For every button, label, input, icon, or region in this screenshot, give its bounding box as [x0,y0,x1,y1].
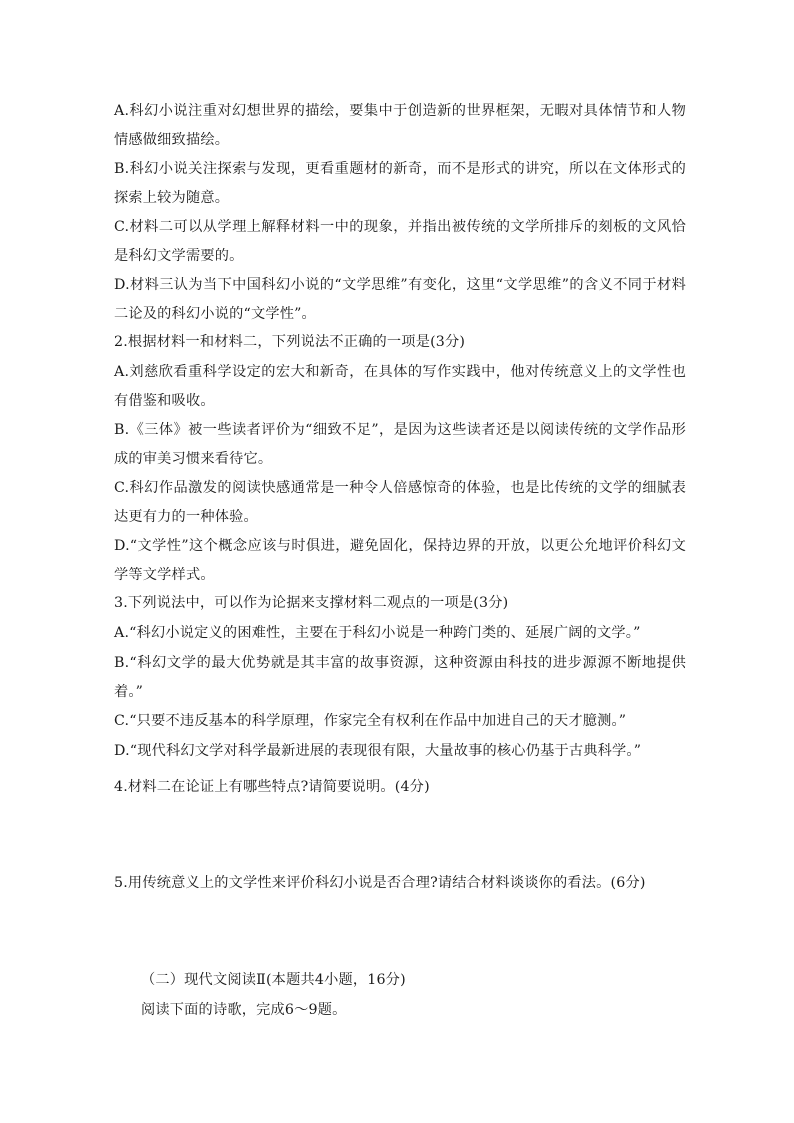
option-2a: A.刘慈欣看重科学设定的宏大和新奇，在具体的写作实践中，他对传统意义上的文学性也有借鉴和吸收。 [114,364,686,409]
option-1d: D.材料三认为当下中国科幻小说的“文学思维”有变化，这里“文学思维”的含义不同于材料二论及的科幻小说的“文学性”。 [114,277,686,322]
question-5: 5.用传统意义上的文学性来评价科幻小说是否合理?请结合材料谈谈你的看法。(6分) [114,875,646,891]
option-3c: C.“只要不违反基本的科学原理，作家完全有权利在作品中加进自己的天才臆测。” [114,713,627,729]
section-heading: （二）现代文阅读Ⅱ(本题共4小题，16分) [141,972,406,988]
reading-instruction: 阅读下面的诗歌，完成6～9题。 [141,1002,347,1018]
option-2c: C.科幻作品激发的阅读快感通常是一种令人倍感惊奇的体验，也是比传统的文学的细腻表达更有力的一种体验。 [114,480,686,525]
question-4: 4.材料二在论证上有哪些特点?请简要说明。(4分) [114,779,430,795]
option-2b: B.《三体》被一些读者评价为“细致不足”，是因为这些读者还是以阅读传统的文学作品形成的审美习惯来看待它。 [114,422,686,467]
question-2: 2.根据材料一和材料二，下列说法不正确的一项是(3分) [114,334,466,350]
option-1c: C.材料二可以从学理上解释材料一中的现象，并指出被传统的文学所排斥的刻板的文风恰是科幻文学需要的。 [114,219,686,264]
question-3: 3.下列说法中，可以作为论据来支撑材料二观点的一项是(3分) [114,595,509,611]
option-3a: A.“科幻小说定义的困难性，主要在于科幻小说是一种跨门类的、延展广阔的文学。” [114,625,641,641]
option-3b: B.“科幻文学的最大优势就是其丰富的故事资源，这种资源由科技的进步源源不断地提供着。” [114,655,686,700]
option-1a: A.科幻小说注重对幻想世界的描绘，要集中于创造新的世界框架，无暇对具体情节和人物情感做细致描绘。 [114,103,686,148]
option-3d: D.“现代科幻文学对科学最新进展的表现很有限，大量故事的核心仍基于古典科学。” [114,743,642,759]
option-2d: D.“文学性”这个概念应该与时俱进，避免固化，保持边界的开放，以更公允地评价科幻文学等文学样式。 [114,538,686,583]
option-1b: B.科幻小说关注探索与发现，更看重题材的新奇，而不是形式的讲究，所以在文体形式的探索上较为随意。 [114,161,686,206]
